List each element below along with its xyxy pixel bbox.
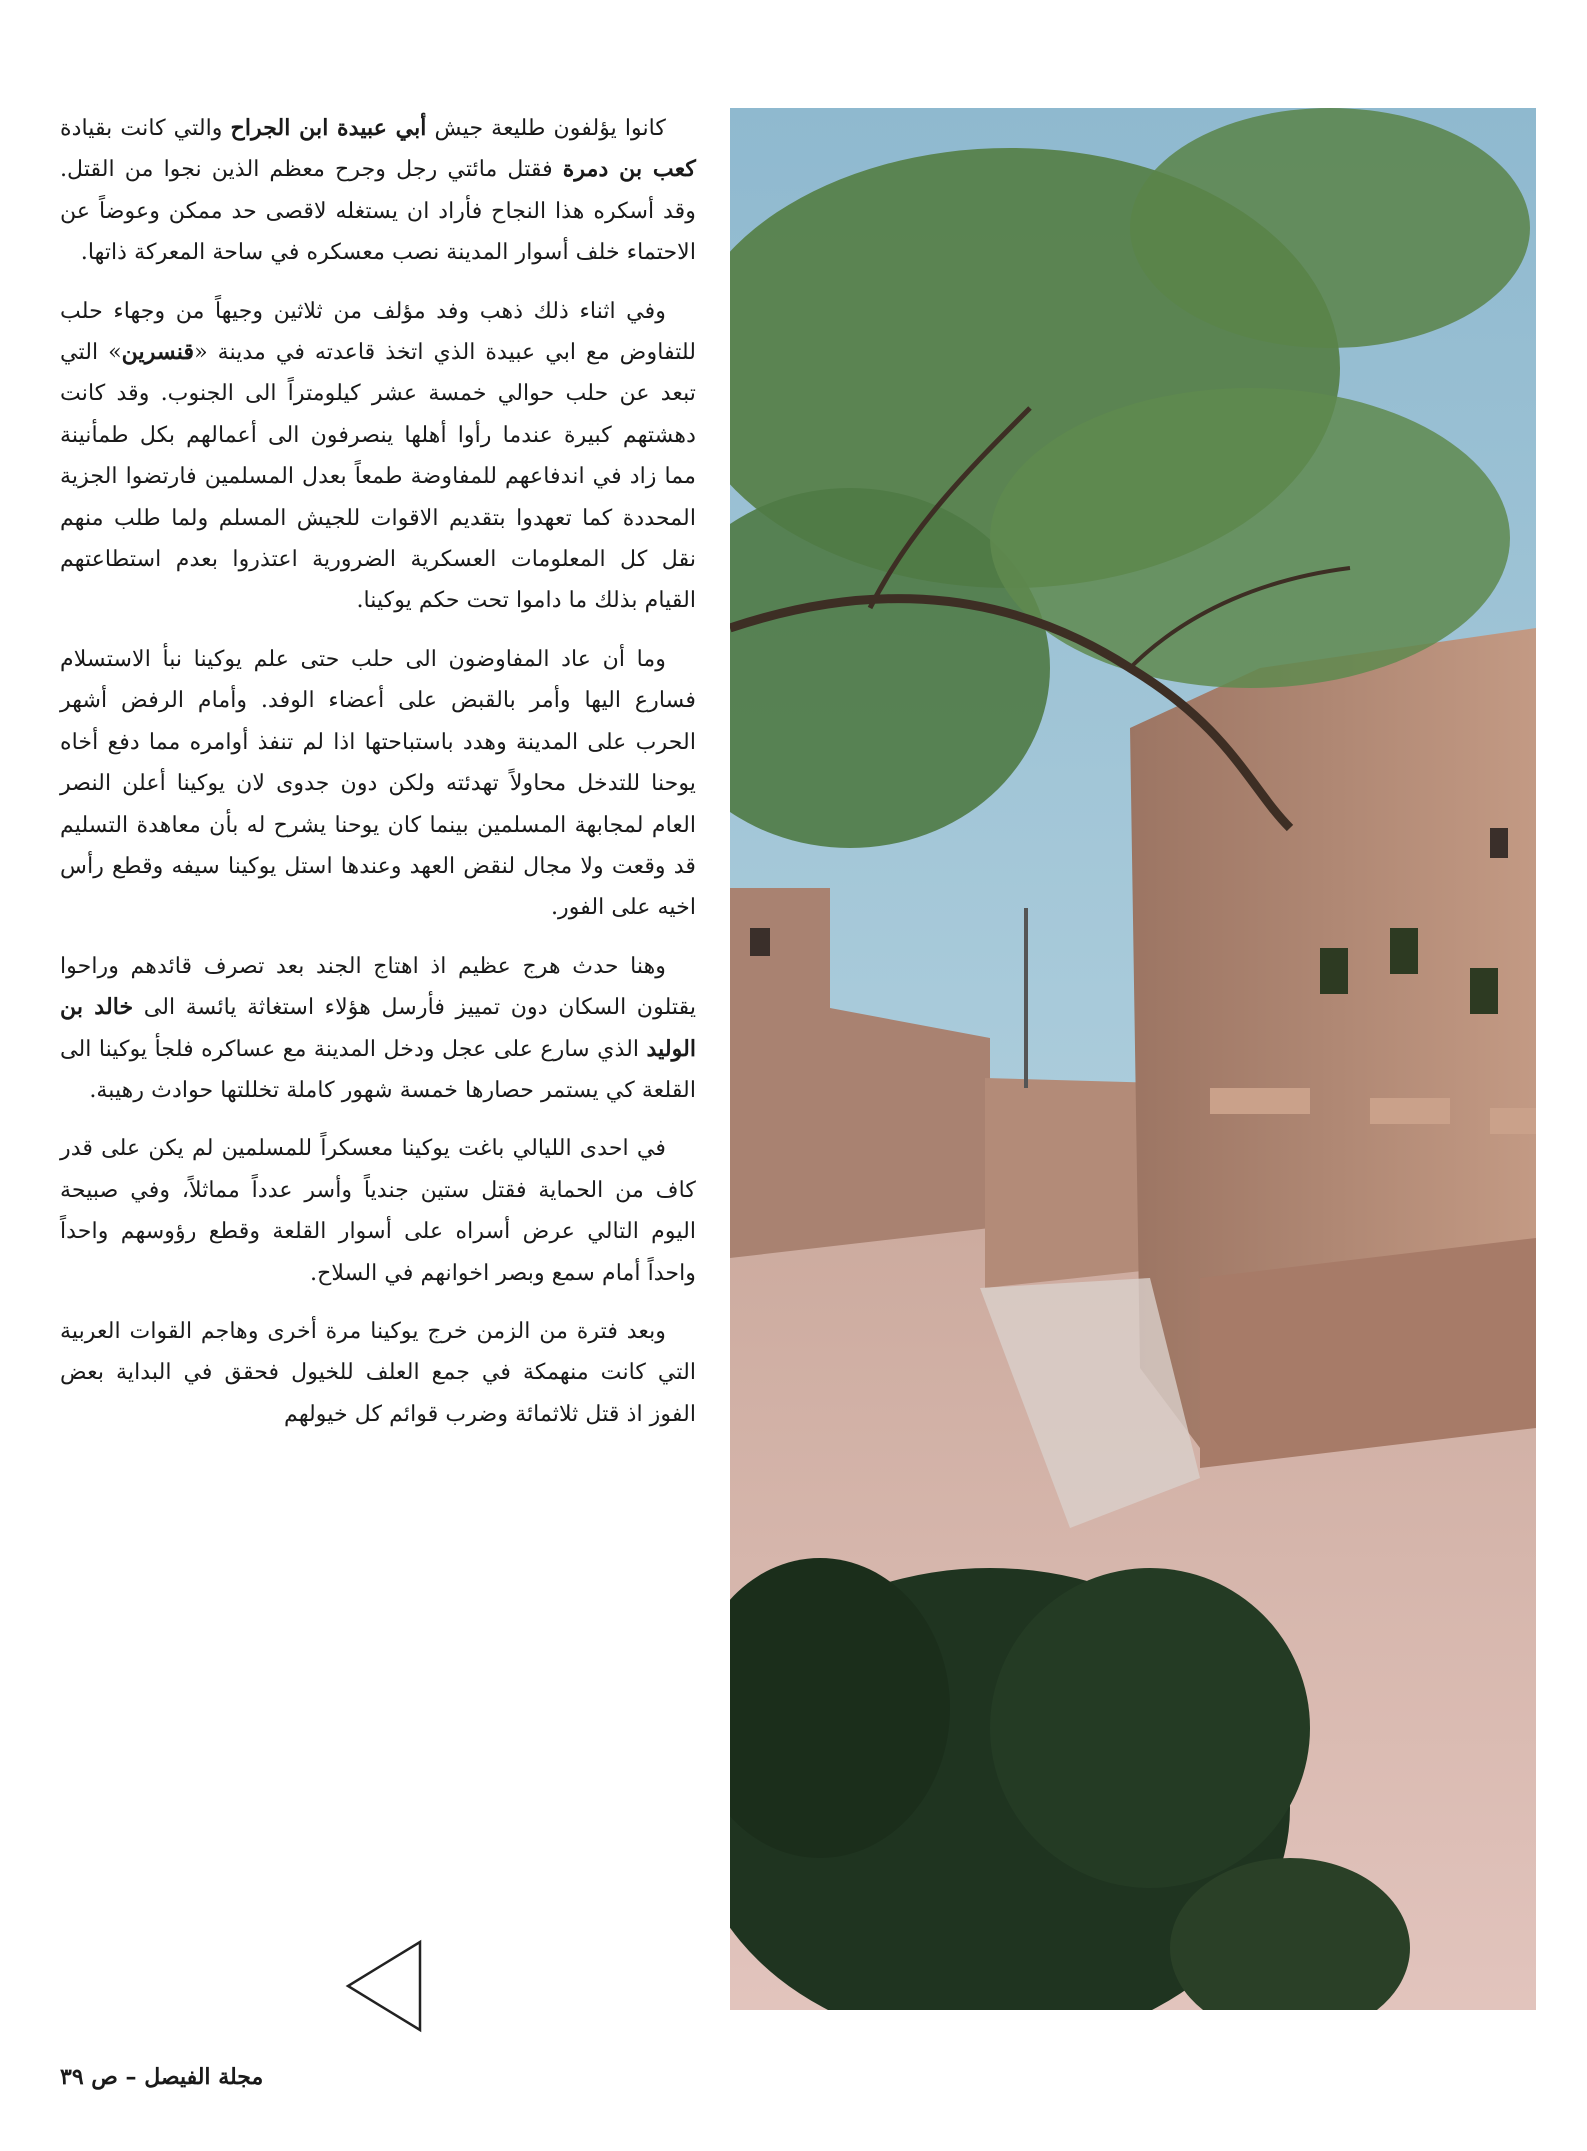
paragraph-2 <box>60 291 696 622</box>
text-run: والتي كانت بقيادة <box>60 115 231 141</box>
paragraph-4 <box>60 946 696 1112</box>
wall-window <box>750 928 770 956</box>
paragraph-6: وبعد فترة من الزمن خرج يوكينا مرة أخرى وهاجم القوات العربية التي كانت منهمكة في جمع العلف للخيول فحقق في البداية بعض الفوز اذ قتل ثلاثمائة وضرب قوائم كل خيولهم <box>60 1317 696 1427</box>
paragraph-3: وما أن عاد المفاوضون الى حلب حتى علم يوكينا نبأ الاستسلام فسارع اليها وأمر بالقبض على أعضاء الوفد. وأمام الرفض أشهر الحرب على المدينة وهدد باستباحتها اذا لم تنفذ أوامره مما دفع أخاه يوحنا للتدخل محاولاً تهدئته ولكن دون جدوى لان يوكينا أعلن النصر العام لمجابهة المسلمين بينما كان يوحنا يشرح له بأن معاهدة التسليم قد وقعت ولا مجال لنقض العهد وعندها استل يوكينا سيفه وقطع رأس اخيه على الفور. <box>60 645 696 921</box>
balcony <box>1490 1108 1536 1134</box>
lamp-post <box>1024 908 1028 1088</box>
tower-window <box>1470 968 1498 1014</box>
text-run: وفي اثناء ذلك ذهب وفد مؤلف من ثلاثين وجيهاً من وجهاء حلب للتفاوض مع ابي عبيدة الذي اتخذ قاعدته في مدينة « <box>60 297 696 366</box>
citadel-illustration <box>730 108 1536 2010</box>
text-run: كانوا يؤلفون طليعة جيش <box>426 115 666 141</box>
citadel-photo <box>730 108 1536 2010</box>
paragraph-5: في احدى الليالي باغت يوكينا معسكراً للمسلمين لم يكن على قدر كاف من الحماية فقتل ستين جندياً وأسر عدداً مماثلاً، وفي صبيحة اليوم التالي عرض أسراه على أسوار القلعة وقطع رؤوسهم واحداً واحداً أمام سمع وبصر اخوانهم في السلاح. <box>60 1135 696 1286</box>
tower-window <box>1490 828 1508 858</box>
bold-name: أبي عبيدة ابن الجراح <box>230 115 427 141</box>
bold-name: خالد بن الوليد <box>60 994 696 1062</box>
text-run: وهنا حدث هرج عظيم اذ اهتاج الجند بعد تصرف قائدهم وراحوا يقتلون السكان دون تمييز فأرسل هؤلاء استغاثة يائسة الى <box>60 952 697 1021</box>
balcony <box>1210 1088 1310 1114</box>
text-run: فقتل مائتي رجل وجرح معظم الذين نجوا من القتل. وقد أسكره هذا النجاح فأراد ان يستغله لاقصى حد ممكن وعوضاً عن الاحتماء خلف أسوار المدينة نصب معسكره في ساحة المعركة ذاتها. <box>60 156 696 266</box>
text-run: الذي سارع على عجل ودخل المدينة مع عساكره فلجأ يوكينا الى القلعة كي يستمر حصارها خمسة شهور كاملة تخللتها حوادث رهيبة. <box>60 1035 696 1103</box>
text-run: » التي تبعد عن حلب حوالي خمسة عشر كيلومتراً الى الجنوب. وقد كانت دهشتهم كبيرة عندما رأوا أهلها ينصرفون الى أعمالهم بكل طمأنينة مما زاد في اندفاعهم للمفاوضة طمعاً بعدل المسلمين فارتضوا الجزية المحددة كما تعهدوا بتقديم الاقوات للجيش المسلم ولما طلب منهم نقل كل المعلومات العسكرية الضرورية اعتذروا بعدم استطاعتهم القيام بذلك ما داموا تحت حكم يوكينا. <box>60 339 696 614</box>
tower-base <box>1200 1238 1536 1468</box>
tower-window <box>1320 948 1348 994</box>
bold-name: كعب بن دمرة <box>562 156 696 183</box>
balcony <box>1370 1098 1450 1124</box>
bold-place: قنسرين <box>121 339 195 366</box>
paragraph-1 <box>60 108 696 274</box>
tree-foliage <box>1130 108 1530 348</box>
page-footer: مجلة الفيصل – ص ٣٩ <box>60 2064 264 2090</box>
tower-window <box>1390 928 1418 974</box>
tree-foliage <box>990 388 1510 688</box>
foreground-bush <box>990 1568 1310 1888</box>
article-body <box>60 108 696 1452</box>
next-page-triangle-icon <box>344 1938 424 2034</box>
